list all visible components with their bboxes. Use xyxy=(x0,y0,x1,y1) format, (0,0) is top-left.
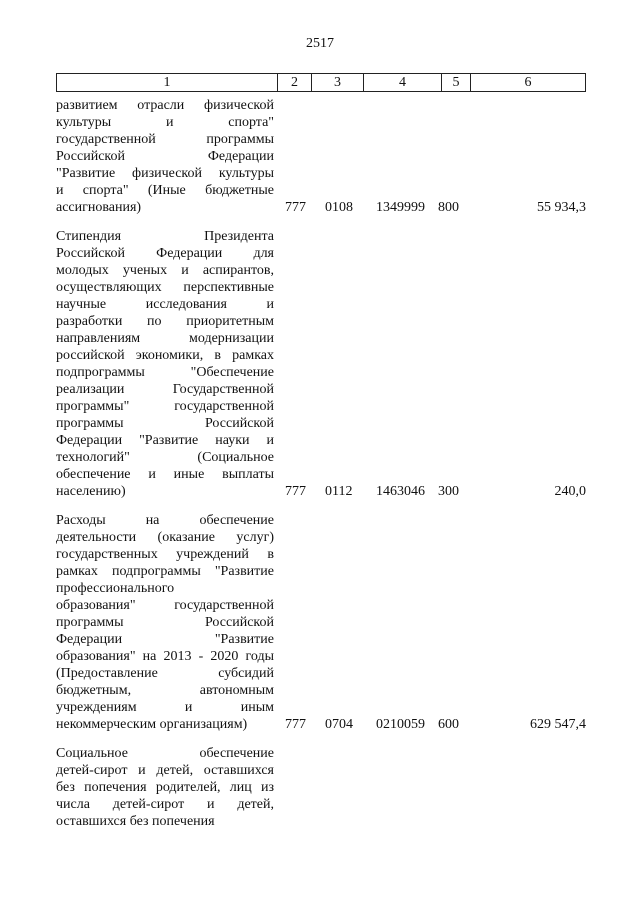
row-name-line: образования" государственной xyxy=(56,598,274,613)
row-col-5: 800 xyxy=(438,200,459,215)
row-col-3: 0704 xyxy=(325,717,353,732)
row-name-line: населению) xyxy=(56,484,126,499)
row-col-3: 0108 xyxy=(325,200,353,215)
row-name xyxy=(56,97,274,216)
row-name-line: культуры и спорта" xyxy=(56,115,274,130)
column-header-1: 1 xyxy=(163,75,171,90)
row-col-5: 600 xyxy=(438,717,459,732)
row-name-line: Расходы на обеспечение xyxy=(56,513,274,528)
row-col-2: 777 xyxy=(285,717,306,732)
row-col-4: 0210059 xyxy=(376,717,425,732)
row-name-line: детей-сирот и детей, оставшихся xyxy=(56,763,274,778)
row-name-line: программы Российской xyxy=(56,416,274,431)
row-col-4: 1349999 xyxy=(376,200,425,215)
row-name-line: направлениям модернизации xyxy=(56,331,274,346)
row-name-line: деятельности (оказание услуг) xyxy=(56,530,274,545)
row-name-line: технологий" (Социальное xyxy=(56,450,274,465)
row-name-line: "Развитие физической культуры xyxy=(56,166,274,181)
row-col-5: 300 xyxy=(438,484,459,499)
row-name-line: (Предоставление субсидий xyxy=(56,666,274,681)
row-name-line: бюджетным, автономным xyxy=(56,683,274,698)
row-name-line: без попечения родителей, лиц из xyxy=(56,780,274,795)
row-name-line: молодых ученых и аспирантов, xyxy=(56,263,274,278)
row-name-line: профессионального xyxy=(56,581,175,596)
row-name-line: Российской Федерации для xyxy=(56,246,274,261)
row-name-line: и спорта" (Иные бюджетные xyxy=(56,183,274,198)
row-name-line: числа детей-сирот и детей, xyxy=(56,797,274,812)
row-name-line: программы Российской xyxy=(56,615,274,630)
table-header xyxy=(56,73,586,92)
row-name-line: Социальное обеспечение xyxy=(56,746,274,761)
row-name-line: рамках подпрограммы "Развитие xyxy=(56,564,274,579)
column-header-5: 5 xyxy=(441,74,470,91)
column-header-6: 6 xyxy=(470,74,585,91)
row-name-line: разработки по приоритетным xyxy=(56,314,274,329)
column-header-3: 3 xyxy=(311,74,363,91)
row-col-4: 1463046 xyxy=(376,484,425,499)
row-name-line: оставшихся без попечения xyxy=(56,814,215,829)
row-name-line: развитием отрасли физической xyxy=(56,98,274,113)
row-name-line: российской экономики, в рамках xyxy=(56,348,274,363)
row-name-line: ассигнования) xyxy=(56,200,142,215)
column-header-4: 4 xyxy=(363,74,441,91)
row-col-2: 777 xyxy=(285,484,306,499)
row-name-line: программы" государственной xyxy=(56,399,274,414)
row-col-6: 55 934,3 xyxy=(537,200,586,215)
row-name-line: реализации Государственной xyxy=(56,382,274,397)
row-name xyxy=(56,512,274,733)
row-name-line: государственных учреждений в xyxy=(56,547,274,562)
column-header-2: 2 xyxy=(277,74,311,91)
row-name-line: государственной программы xyxy=(56,132,274,147)
row-name-line: Российской Федерации xyxy=(56,149,274,164)
row-name-line: некоммерческим организациям) xyxy=(56,717,248,732)
row-name xyxy=(56,745,274,830)
row-name-line: осуществляющих перспективные xyxy=(56,280,274,295)
row-name-line: Федерации "Развитие xyxy=(56,632,274,647)
row-name-line: подпрограммы "Обеспечение xyxy=(56,365,274,380)
row-name-line: обеспечение и иные выплаты xyxy=(56,467,274,482)
row-col-6: 629 547,4 xyxy=(530,717,586,732)
row-name-line: образования" на 2013 - 2020 годы xyxy=(56,649,274,664)
row-col-2: 777 xyxy=(285,200,306,215)
row-col-3: 0112 xyxy=(325,484,353,499)
row-col-6: 240,0 xyxy=(554,484,586,499)
row-name-line: научные исследования и xyxy=(56,297,274,312)
row-name-line: Стипендия Президента xyxy=(56,229,274,244)
row-name-line: Федерации "Развитие науки и xyxy=(56,433,274,448)
page-number: 2517 xyxy=(306,36,334,51)
row-name-line: учреждениям и иным xyxy=(56,700,274,715)
row-name xyxy=(56,228,274,500)
